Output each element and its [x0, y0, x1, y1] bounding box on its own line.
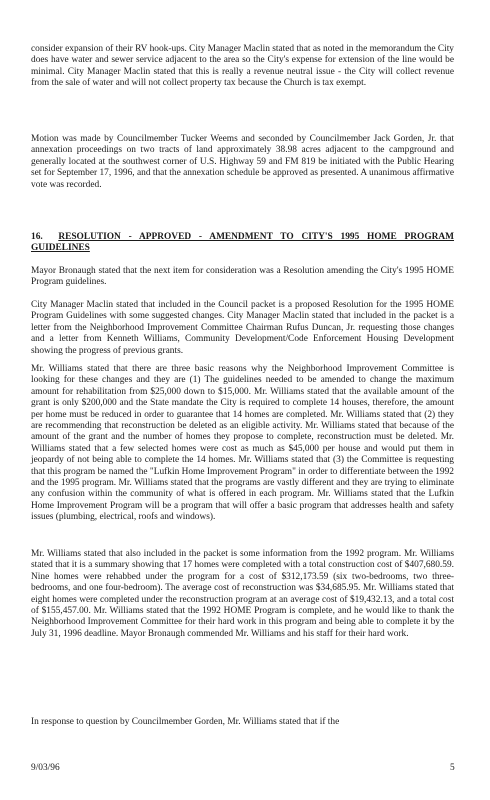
paragraph-mayor: Mayor Bronaugh stated that the next item for consideration was a Resolution amending the City's 1995 HOME Program guidelines.: [31, 266, 454, 288]
paragraph-response: In response to question by Councilmember Gorden, Mr. Williams stated that if the: [31, 717, 340, 727]
paragraph-rv-hookups: consider expansion of their RV hook-ups. City Manager Maclin stated that as noted in the memorandum the City does have water and sewer service adjacent to the area so the City's expense for extension of the line would be minimal. City Manager Maclin stated that this is really a revenue neutral issue - the City will collect revenue from the sale of water and will not collect property tax because the Church is tax exempt.: [31, 44, 454, 89]
section-number: 16.: [31, 232, 43, 242]
paragraph-williams-1992-program: Mr. Williams stated that also included in the packet is some information from the 1992 program. Mr. Williams stated that it is a summary showing that 17 homes were completed with a total construction cost of $407,680.59. Nine homes were rehabbed under the program for a cost of $312,173.59 (six two-bedrooms, two three-bedrooms, and one four-bedroom). The average cost of reconstruction was $34,685.95. Mr. Williams stated that eight homes were completed under the reconstruction program at an average cost of $19,432.13, and a total cost of $155,457.00. Mr. Williams stated that the 1992 HOME Program is complete, and he would like to thank the Neighborhood Improvement Committee for their hard work in this program and being able to complete it by the July 31, 1996 deadline. Mayor Bronaugh commended Mr. Williams and his staff for their hard work.: [31, 549, 454, 639]
page-number: 5: [450, 763, 455, 773]
paragraph-motion: Motion was made by Councilmember Tucker Weems and seconded by Councilmember Jack Gorden, Jr. that annexation proceedings on two tracts of land approximately 38.98 acres adjacent to the campground and generally located at the southwest corner of U.S. Highway 59 and FM 819 be initiated with the Public Hearing set for September 17, 1996, and that the annexation schedule be approved as presented. A unanimous affirmative vote was recorded.: [31, 134, 454, 190]
section-heading: [31, 232, 454, 255]
section-title: RESOLUTION - APPROVED - AMENDMENT TO CITY'S 1995 HOME PROGRAM GUIDELINES: [31, 232, 455, 254]
paragraph-williams-reasons: Mr. Williams stated that there are three basic reasons why the Neighborhood Improvement Committee is looking for these changes and they are (1) The guidelines needed to be amended to change the maximum amount for rehabilitation from $25,000 down to $15,000. Mr. Williams stated that the available amount of the grant is only $200,000 and the State mandate the City is required to complete 14 houses, therefore, the amount per home must be reduced in order to guarantee that 14 homes are completed. Mr. Williams stated that (2) they are recommending that reconstruction be deleted as an eligible activity. Mr. Williams stated that because of the amount of the grant and the number of homes they propose to complete, reconstruction must be deleted. Mr. Williams stated that a few selected homes were cost as much as $45,000 per house and would put them in jeopardy of not being able to complete the 14 homes. Mr. Williams stated that (3) the Committee is requesting that this program be named the "Lufkin Home Improvement Program" in order to differentiate between the 1992 and the 1995 program. Mr. Williams stated that the programs are vastly different and they are trying to eliminate any confusion within the community of what is offered in each program. Mr. Williams stated that the Lufkin Home Improvement Program will be a program that will offer a basic program that addresses health and safety issues (plumbing, electrical, roofs and windows).: [31, 364, 454, 523]
footer-date: 9/03/96: [31, 763, 60, 773]
paragraph-city-manager: City Manager Maclin stated that included in the Council packet is a proposed Resolution for the 1995 HOME Program Guidelines with some suggested changes. City Manager Maclin stated that included in the packet is a letter from the Neighborhood Improvement Committee Chairman Rufus Duncan, Jr. requesting those changes and a letter from Kenneth Williams, Community Development/Code Enforcement Housing Development showing the progress of previous grants.: [31, 300, 454, 356]
